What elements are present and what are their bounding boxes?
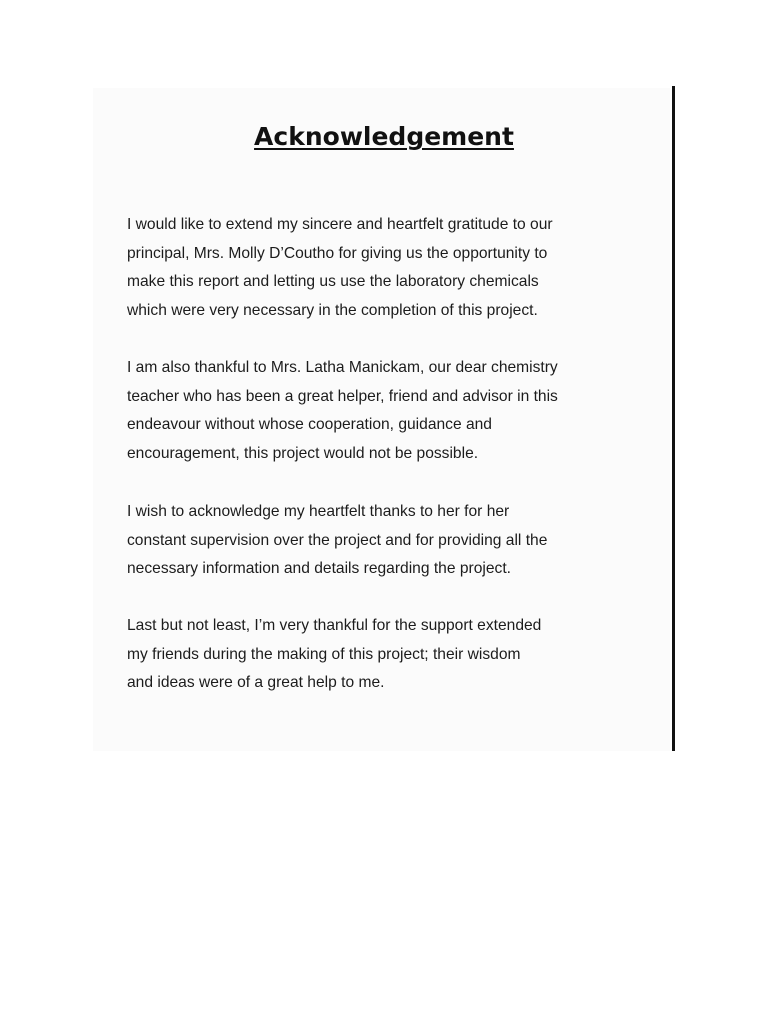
paragraph-principal-thanks bbox=[127, 211, 667, 326]
paragraph-line: and ideas were of a great help to me. bbox=[127, 674, 385, 692]
paragraph-line: I would like to extend my sincere and heartfelt gratitude to our bbox=[127, 216, 553, 233]
paragraph-line: teacher who has been a great helper, friend and advisor in this bbox=[127, 387, 558, 405]
paragraph-teacher-thanks bbox=[127, 354, 667, 469]
right-border-rule bbox=[672, 86, 675, 751]
paragraph-line: principal, Mrs. Molly D’Coutho for giving us the opportunity to bbox=[127, 244, 548, 262]
paragraph-line: encouragement, this project would not be possible. bbox=[127, 445, 479, 463]
paragraph-line: constant supervision over the project and for providing all the bbox=[127, 531, 548, 549]
paragraph-line: Last but not least, I’m very thankful for the support extended bbox=[127, 617, 542, 634]
paragraph-line: make this report and letting us use the laboratory chemicals bbox=[127, 273, 539, 291]
paragraph-line: which were very necessary in the completion of this project. bbox=[127, 302, 538, 320]
paragraph-line: I wish to acknowledge my heartfelt thanks to her for her bbox=[127, 503, 510, 520]
paragraph-line: endeavour without whose cooperation, guidance and bbox=[127, 416, 492, 434]
paragraph-line: I am also thankful to Mrs. Latha Manickam, our dear chemistry bbox=[127, 359, 558, 376]
paragraph-line: my friends during the making of this project; their wisdom bbox=[127, 645, 521, 663]
document-title: Acknowledgement bbox=[254, 122, 514, 151]
paragraph-supervision-thanks bbox=[127, 498, 667, 584]
paragraph-line: necessary information and details regarding the project. bbox=[127, 560, 511, 578]
paragraph-friends-thanks bbox=[127, 612, 667, 698]
